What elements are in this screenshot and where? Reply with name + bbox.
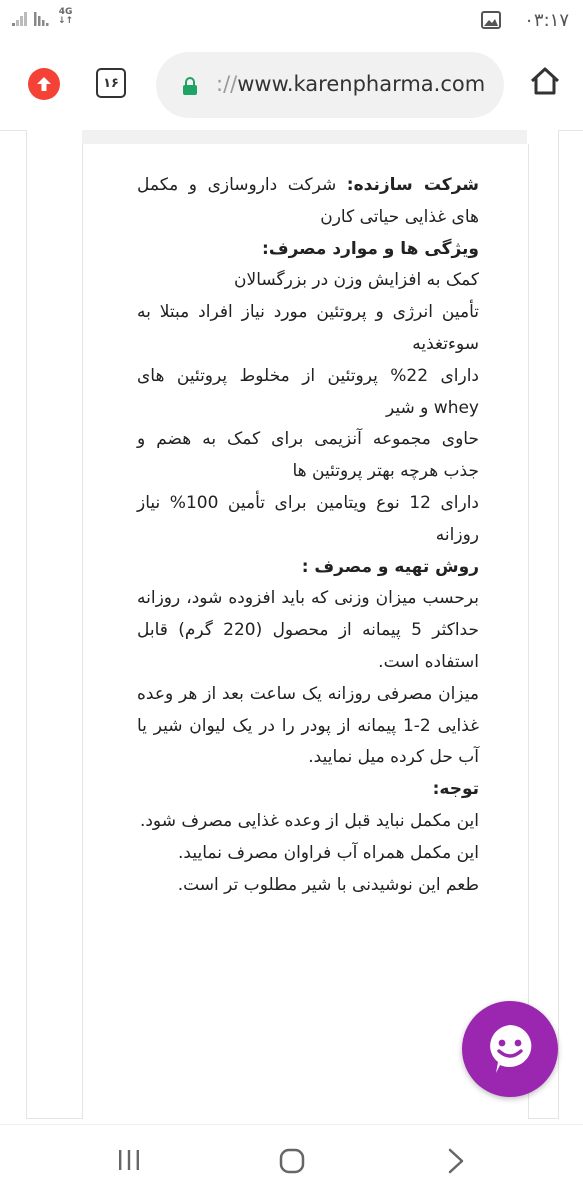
url-host: www.karenpharma.com	[237, 72, 486, 96]
note-heading: توجه:	[432, 779, 479, 800]
feature-item: دارای 12 نوع ویتامین برای تأمین 100% نیاز روزانه	[137, 492, 480, 545]
note-item: طعم این نوشیدنی با شیر مطلوب تر است.	[177, 874, 479, 895]
network-type: 4G ↓↑	[58, 7, 74, 26]
home-icon[interactable]	[529, 66, 561, 96]
card-divider	[82, 130, 527, 144]
manufacturer	[137, 170, 479, 234]
note-item: این مکمل همراه آب فراوان مصرف نمایید.	[178, 842, 479, 863]
chat-smile-icon	[484, 1022, 536, 1076]
home-circle-icon[interactable]	[278, 1147, 306, 1175]
manufacturer-value: شرکت داروسازی و مکمل های غذایی حیاتی کارن	[137, 175, 479, 227]
feature-item: دارای 22% پروتئین از مخلوط پروتئین های whey و شیر	[137, 365, 479, 418]
clock: ۰۳:۱۷	[524, 10, 569, 31]
usage-item: میزان مصرفی روزانه یک ساعت بعد از هر وعده غذایی 2-1 پیمانه از پودر را در یک لیوان شیر یا آب حل کرده میل نمایید.	[137, 683, 480, 768]
usage-heading: روش تهیه و مصرف :	[301, 556, 479, 577]
status-bar	[0, 0, 583, 40]
tabs-button[interactable]: ۱۶	[96, 68, 126, 98]
chat-button[interactable]	[462, 1001, 558, 1097]
lock-icon	[182, 77, 198, 95]
navigation-bar	[0, 1124, 583, 1201]
url-scheme: ://	[216, 72, 238, 96]
description-text	[137, 170, 479, 901]
feature-item: تأمین انرژی و پروتئین مورد نیاز افراد مبتلا به سوءتغذیه	[137, 302, 479, 354]
product-description	[82, 144, 529, 1119]
usage-item: برحسب میزان وزنی که باید افزوده شود، روزانه حداکثر 5 پیمانه از محصول (220 گرم) قابل استفاده است.	[137, 588, 479, 672]
signal-icon	[34, 12, 52, 26]
address-bar[interactable]	[156, 52, 504, 118]
feature-item: کمک به افزایش وزن در بزرگسالان	[234, 270, 479, 291]
url-text	[216, 72, 485, 96]
note-item: این مکمل نباید قبل از وعده غذایی مصرف شود.	[139, 810, 479, 831]
feature-item: حاوی مجموعه آنزیمی برای کمک به هضم و جذب هرچه بهتر پروتئین ها	[137, 429, 479, 482]
update-button[interactable]	[28, 68, 60, 100]
manufacturer-label: شرکت سازنده:	[346, 175, 479, 195]
back-icon[interactable]	[444, 1147, 468, 1175]
gallery-icon	[481, 11, 501, 29]
recent-apps-icon[interactable]	[116, 1147, 142, 1173]
features-heading: ویژگی ها و موارد مصرف:	[262, 238, 479, 259]
status-indicators	[12, 8, 73, 26]
browser-toolbar	[0, 40, 583, 131]
signal-icon	[12, 12, 28, 26]
update-arrow-icon	[35, 75, 53, 93]
